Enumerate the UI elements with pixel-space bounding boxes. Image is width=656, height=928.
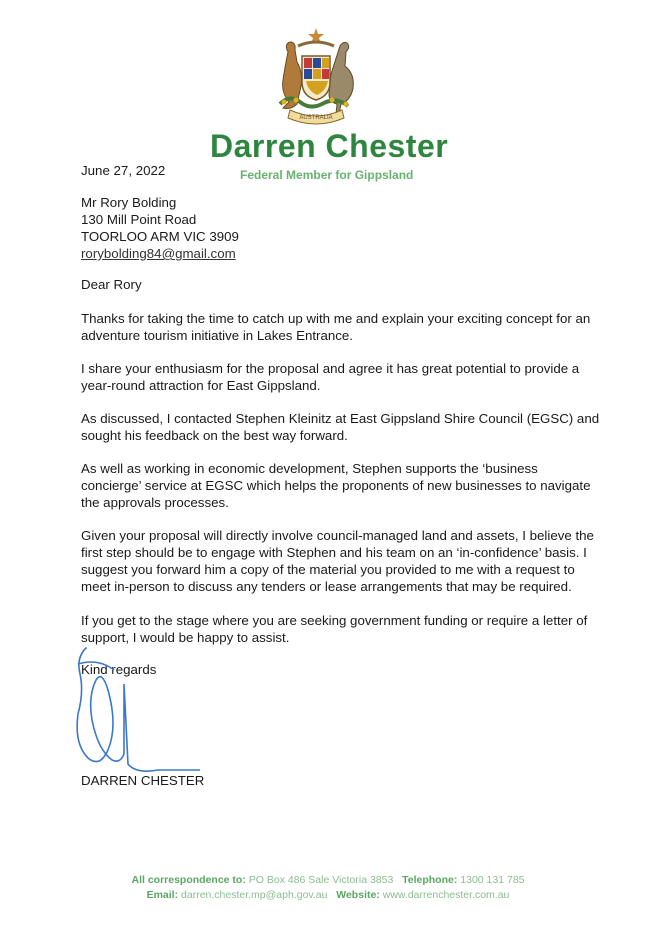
footer-telephone-label: Telephone: (402, 874, 458, 886)
footer-telephone-value: 1300 131 785 (460, 874, 525, 886)
footer-line-1 (0, 874, 656, 886)
member-name: Darren Chester (210, 128, 449, 164)
crest-motto: AUSTRALIA (299, 115, 333, 121)
member-title: Federal Member for Gippsland (240, 168, 414, 182)
footer-line-2 (0, 889, 656, 901)
paragraph: As well as working in economic development, Stephen supports the ‘business concierge’ service at EGSC which helps the proponents of new businesses to navigate the approvals processes. (81, 461, 591, 510)
salutation: Dear Rory (81, 277, 142, 292)
paragraph: As discussed, I contacted Stephen Kleinitz at East Gippsland Shire Council (EGSC) and sought his feedback on the best way forward. (81, 411, 600, 443)
footer-correspondence-value: PO Box 486 Sale Victoria 3853 (248, 874, 394, 886)
recipient-email: rorybolding84@gmail.com (81, 246, 236, 261)
recipient-street: 130 Mill Point Road (81, 212, 197, 227)
signature-icon (64, 644, 200, 772)
footer-website-label: Website: (336, 889, 380, 901)
paragraph: If you get to the stage where you are seeking government funding or require a letter of support, I would be happy to assist. (81, 613, 588, 645)
footer-correspondence-label: All correspondence to: (131, 874, 246, 886)
coat-of-arms-icon (258, 26, 370, 130)
paragraph: Thanks for taking the time to catch up with me and explain your exciting concept for an adventure tourism initiative in Lakes Entrance. (81, 311, 591, 343)
footer-email-label: Email: (146, 889, 179, 901)
paragraph: Given your proposal will directly involve council-managed land and assets, I believe the first step should be to engage with Stephen and his team on an ‘in-confidence’ basis. I suggest you forward him a copy of the material you provided to me with a request to meet in-person to discuss any tenders or lease arrangements that may be required. (81, 528, 594, 594)
footer-email-value: darren.chester.mp@aph.gov.au (181, 889, 328, 901)
recipient-locality: TOORLOO ARM VIC 3909 (81, 229, 239, 244)
signer-name: DARREN CHESTER (81, 773, 205, 788)
letter-date: June 27, 2022 (81, 163, 166, 178)
paragraph: I share your enthusiasm for the proposal and agree it has great potential to provide a year-round attraction for East Gippsland. (81, 361, 580, 393)
footer-website-value: www.darrenchester.com.au (382, 889, 510, 901)
recipient-name: Mr Rory Bolding (81, 195, 177, 210)
closing: Kind regards (81, 662, 157, 677)
recipient-address (81, 194, 601, 262)
